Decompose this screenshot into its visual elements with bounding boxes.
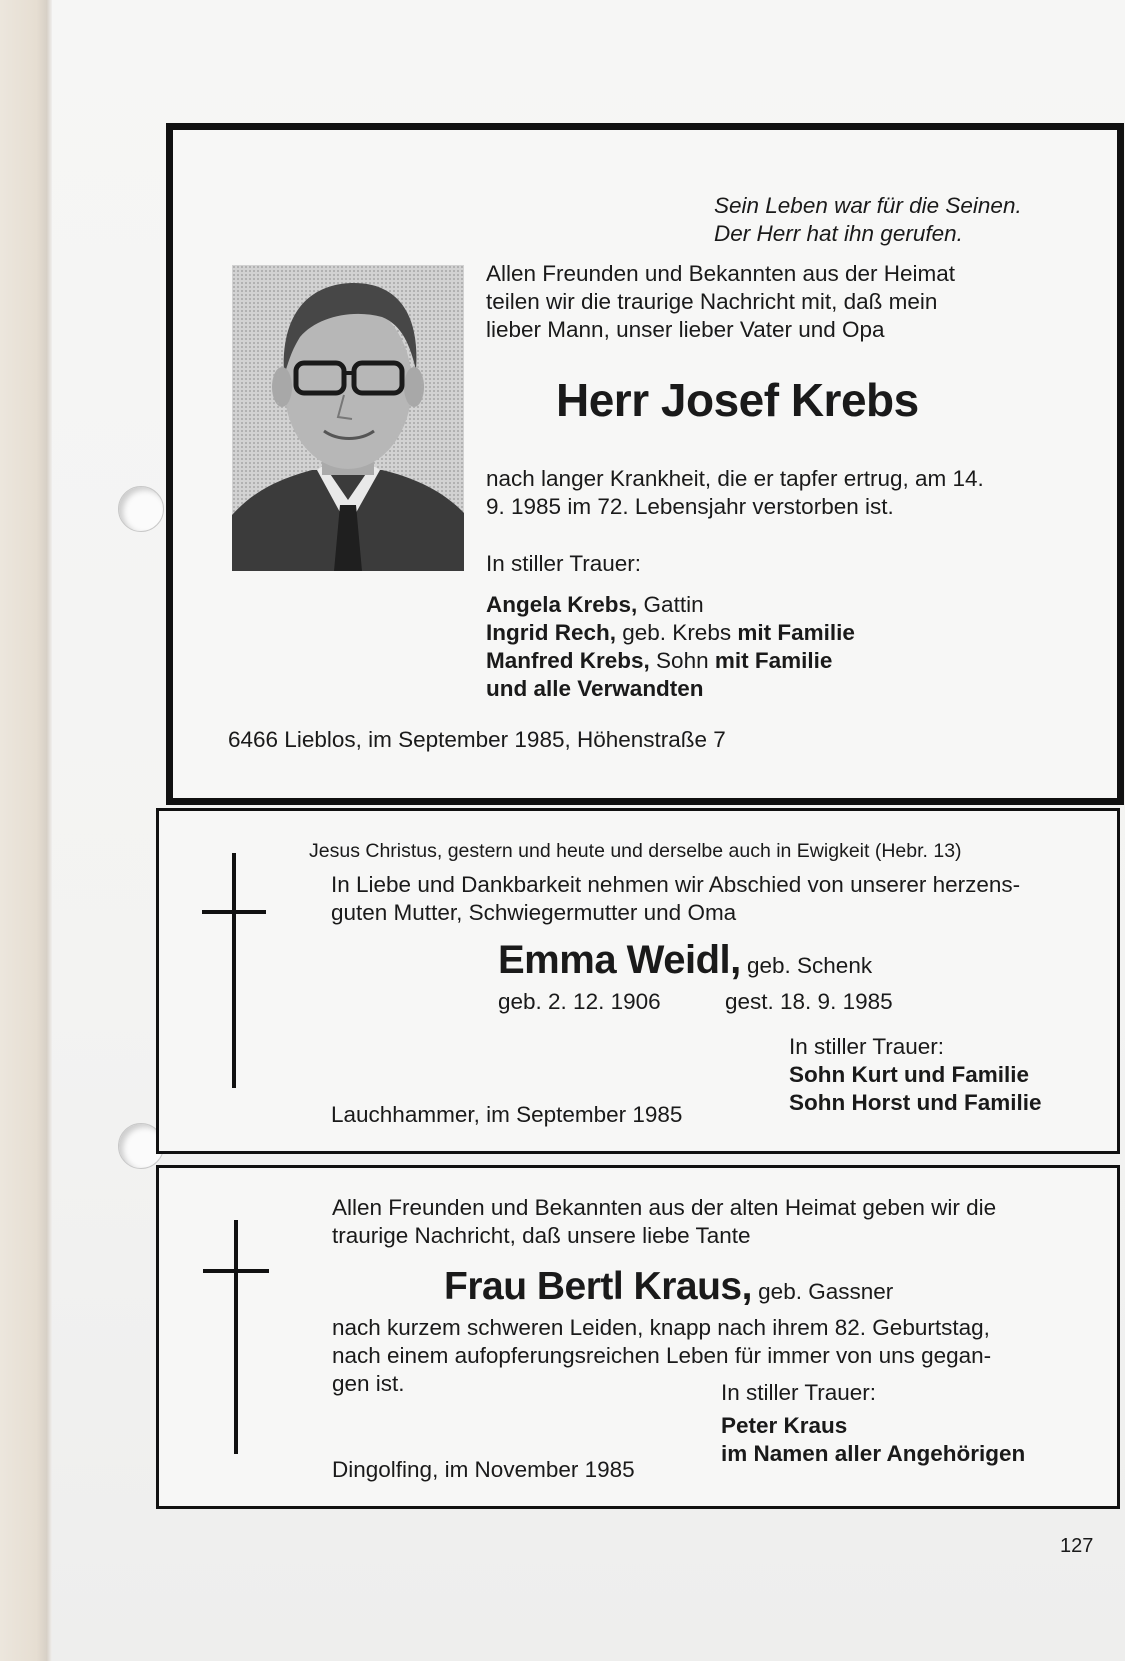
death-date: gest. 18. 9. 1985 — [725, 989, 893, 1014]
deceased-name: Frau Bertl Kraus, — [444, 1265, 752, 1308]
portrait-photo — [232, 265, 464, 571]
death-line-3: gen ist. — [332, 1371, 405, 1396]
birth-date: geb. 2. 12. 1906 — [498, 989, 661, 1014]
mourner-3-name: Manfred Krebs, — [486, 648, 650, 673]
deceased-name: Emma Weidl, — [498, 938, 741, 982]
punch-hole-top — [118, 486, 164, 532]
cross-bar — [202, 910, 266, 914]
death-line-1: nach langer Krankheit, die er tapfer ertrug, am 14. — [486, 466, 984, 491]
intro-line-1: In Liebe und Dankbarkeit nehmen wir Abschied von unserer herzens- — [331, 872, 1021, 897]
motto-line-1: Sein Leben war für die Seinen. — [714, 193, 1022, 218]
motto-ref: (Hebr. 13) — [869, 840, 962, 862]
death-line-2: nach einem aufopferungsreichen Leben für immer von uns gegan- — [332, 1343, 992, 1368]
mourning-label: In stiller Trauer: — [486, 551, 642, 576]
mourner-3-mid: Sohn — [649, 648, 715, 673]
motto — [309, 838, 962, 864]
place-line: Lauchhammer, im September 1985 — [331, 1102, 683, 1127]
death-line-1: nach kurzem schweren Leiden, knapp nach ihrem 82. Geburtstag, — [332, 1315, 990, 1340]
place-line: Dingolfing, im November 1985 — [332, 1457, 635, 1482]
maiden-name: geb. Schenk — [740, 953, 873, 978]
mourner-2-end: mit Familie — [737, 620, 855, 645]
mourner-1-rest: Gattin — [637, 592, 704, 617]
mourner-1: Peter Kraus — [721, 1413, 848, 1438]
mourner-3 — [486, 647, 832, 675]
mourner-1 — [486, 591, 704, 619]
cross-bar — [203, 1269, 269, 1273]
death-line-2: 9. 1985 im 72. Lebensjahr verstorben ist. — [486, 494, 894, 519]
intro-line-2: traurige Nachricht, daß unsere liebe Tante — [332, 1223, 751, 1248]
obituary-emma-weidl — [156, 808, 1120, 1154]
maiden-name: geb. Gassner — [751, 1279, 894, 1304]
mourner-2: im Namen aller Angehörigen — [721, 1441, 1026, 1466]
mourner-3-end: mit Familie — [714, 648, 833, 673]
mourning-label: In stiller Trauer: — [789, 1034, 945, 1059]
motto-main: Jesus Christus, gestern und heute und derselbe auch in Ewigkeit — [309, 840, 870, 862]
intro-line-3: lieber Mann, unser lieber Vater und Opa — [486, 317, 885, 342]
intro-line-2: guten Mutter, Schwiegermutter und Oma — [331, 900, 737, 925]
mourner-4: und alle Verwandten — [486, 676, 704, 701]
deceased-name-line — [444, 1262, 893, 1320]
place-line: 6466 Lieblos, im September 1985, Höhenstraße 7 — [228, 727, 726, 752]
cross-icon — [234, 1220, 238, 1454]
obituary-bertl-kraus — [156, 1165, 1120, 1509]
intro-line-1: Allen Freunden und Bekannten aus der alten Heimat geben wir die — [332, 1195, 997, 1220]
deceased-name-line — [498, 935, 872, 994]
obituary-josef-krebs — [166, 123, 1124, 805]
page-number: 127 — [1060, 1535, 1094, 1557]
intro-line-1: Allen Freunden und Bekannten aus der Heimat — [486, 261, 956, 286]
mourner-1: Sohn Kurt und Familie — [789, 1062, 1029, 1087]
book-binding — [0, 0, 52, 1661]
mourner-2-name: Ingrid Rech, — [486, 620, 617, 645]
mourner-1-name: Angela Krebs, — [486, 592, 638, 617]
mourner-2: Sohn Horst und Familie — [789, 1090, 1042, 1115]
mourning-label: In stiller Trauer: — [721, 1380, 877, 1405]
cross-icon — [232, 853, 236, 1088]
deceased-name: Herr Josef Krebs — [556, 374, 919, 426]
mourner-2 — [486, 619, 855, 647]
mourner-2-mid: geb. Krebs — [616, 620, 738, 645]
motto-line-2: Der Herr hat ihn gerufen. — [714, 221, 963, 246]
intro-line-2: teilen wir die traurige Nachricht mit, daß mein — [486, 289, 938, 314]
